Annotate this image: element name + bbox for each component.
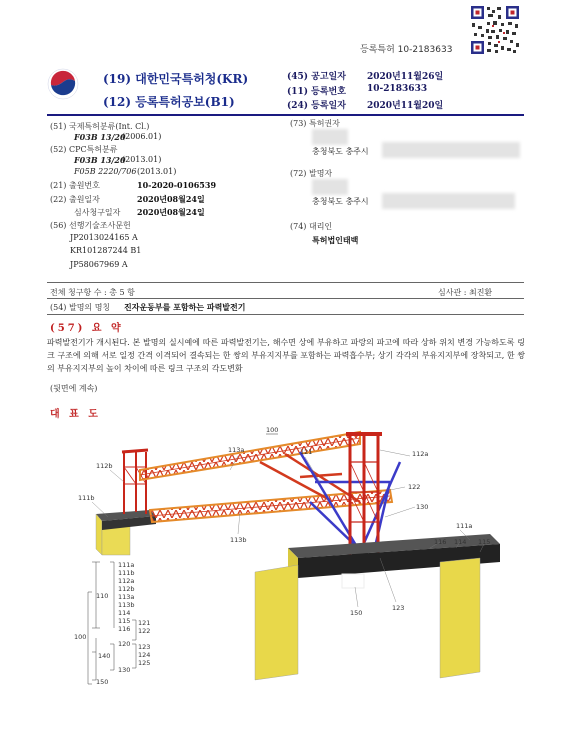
exam-request-label: 심사청구일자 bbox=[74, 208, 121, 217]
exam-request-date: 2020년08월24일 bbox=[137, 207, 205, 217]
tree-130: 130 bbox=[118, 666, 131, 674]
tree-110-item-9: 116 bbox=[118, 625, 131, 633]
cpc-date-2: (2013.01) bbox=[137, 167, 177, 176]
inventor-label: (72) 발명자 bbox=[290, 169, 333, 178]
reg-number-label: (11) 등록번호 bbox=[287, 87, 346, 97]
tree-150: 150 bbox=[96, 678, 109, 686]
prior-art-3: JP58067969 A bbox=[70, 260, 128, 269]
cpc-date-1: (2013.01) bbox=[122, 155, 162, 164]
label-150: 150 bbox=[350, 609, 363, 617]
tree-110-item-2: 111b bbox=[118, 569, 135, 577]
header-divider bbox=[47, 114, 524, 116]
label-112b: 112b bbox=[96, 462, 113, 470]
tree-120-item-5: 125 bbox=[138, 659, 151, 667]
label-122: 122 bbox=[408, 483, 421, 491]
tree-120-item-2: 122 bbox=[138, 627, 151, 635]
qr-code-icon bbox=[470, 5, 520, 55]
header-country: (19) 대한민국특허청(KR) bbox=[103, 72, 249, 86]
label-113b: 113b bbox=[230, 536, 247, 544]
inventor-name-redacted bbox=[312, 179, 348, 195]
pub-date: 2020년11월26일 bbox=[367, 72, 444, 82]
label-113a: 113a bbox=[228, 446, 245, 454]
tree-110-item-6: 113b bbox=[118, 601, 135, 609]
tree-120-item-4: 124 bbox=[138, 651, 151, 659]
floating-support-111b bbox=[96, 510, 156, 555]
tree-120-item-1: 121 bbox=[138, 619, 151, 627]
application-number-label: (21) 출원번호 bbox=[50, 181, 100, 190]
patentee-address-redacted bbox=[382, 142, 520, 158]
examiner: 심사관 : 최진환 bbox=[438, 288, 493, 297]
tower-112b bbox=[122, 450, 148, 514]
claims-divider bbox=[47, 282, 524, 283]
tree-110-item-3: 112a bbox=[118, 577, 135, 585]
link-truss-113b bbox=[150, 490, 392, 522]
invention-title: 진자운동부를 포함하는 파력발전기 bbox=[124, 302, 246, 312]
link-truss-113a bbox=[140, 432, 360, 480]
label-130: 130 bbox=[416, 503, 429, 511]
tree-110-item-5: 113a bbox=[118, 593, 135, 601]
ipc-label: (51) 국제특허분류(Int. Cl.) bbox=[50, 122, 150, 131]
prior-art-1: JP2013024165 A bbox=[70, 233, 138, 242]
tree-140: 140 bbox=[98, 652, 111, 660]
label-111b: 111b bbox=[78, 494, 95, 502]
label-121: 121 bbox=[300, 448, 313, 456]
agent-label: (74) 대리인 bbox=[290, 222, 333, 231]
kipo-logo-icon bbox=[47, 68, 79, 100]
continued-note: (뒷면에 계속) bbox=[50, 384, 98, 393]
cpc-label: (52) CPC특허분류 bbox=[50, 145, 118, 154]
application-number: 10-2020-0106539 bbox=[137, 180, 217, 190]
pub-date-label: (45) 공고일자 bbox=[287, 72, 346, 82]
inventor-address-redacted bbox=[382, 193, 515, 209]
representative-drawing bbox=[60, 422, 500, 722]
ipc-code: F03B 13/20 bbox=[74, 132, 126, 142]
header-publication-type: (12) 등록특허공보(B1) bbox=[103, 95, 235, 109]
application-date-label: (22) 출원일자 bbox=[50, 195, 100, 204]
inventor-address: 충청북도 충주시 bbox=[312, 197, 369, 206]
agent-name: 특허법인태백 bbox=[312, 235, 359, 245]
reg-date-label: (24) 등록일자 bbox=[287, 101, 346, 111]
tree-100: 100 bbox=[74, 633, 87, 641]
tree-110: 110 bbox=[96, 592, 109, 600]
title-divider bbox=[47, 298, 524, 299]
claims-count: 전체 청구항 수 : 총 5 항 bbox=[50, 288, 135, 297]
reference-tree bbox=[74, 561, 150, 686]
patentee-name-redacted bbox=[312, 129, 348, 145]
ipc-date: (2006.01) bbox=[122, 132, 162, 141]
patentee-address: 충청북도 충주시 bbox=[312, 147, 369, 156]
tree-110-item-1: 111a bbox=[118, 561, 135, 569]
label-115: 115 bbox=[478, 538, 491, 546]
cpc-code-2: F05B 2220/706 bbox=[74, 167, 137, 176]
tree-120-item-3: 123 bbox=[138, 643, 151, 651]
title-label: (54) 발명의 명칭 bbox=[50, 303, 111, 312]
abstract-text: 파력발전기가 개시된다. 본 발명의 실시예에 따른 파력발전기는, 해수면 상에 부유하고 파랑의 파고에 따라 상하 위치 변경 가능하도록 링크 구조에 의해 서로 일정 간격 이격되어 결속되는 한 쌍의 부유지지부를 포함하는 파력흡수부; 상기 각각의 부유지지부에 장착되고, 한 쌍의 부유지지부의 높이 차이에 따른 링크 구조의 각도변화 bbox=[47, 338, 525, 373]
registration-number: 등록특허 10-2183633 bbox=[360, 45, 453, 55]
abstract-heading: (57) 요 약 bbox=[50, 323, 124, 334]
tree-110-item-4: 112b bbox=[118, 585, 135, 593]
prior-art-2: KR101287244 B1 bbox=[70, 246, 142, 255]
label-116: 116 bbox=[434, 538, 447, 546]
floating-support-111a bbox=[255, 534, 500, 680]
reg-number: 10-2183633 bbox=[367, 84, 428, 94]
tree-110-item-7: 114 bbox=[118, 609, 131, 617]
application-date: 2020년08월24일 bbox=[137, 194, 205, 204]
label-111a: 111a bbox=[456, 522, 473, 530]
tree-110-item-8: 115 bbox=[118, 617, 131, 625]
prior-art-label: (56) 선행기술조사문헌 bbox=[50, 221, 131, 230]
abstract-divider bbox=[47, 314, 524, 315]
cpc-code-1: F03B 13/20 bbox=[74, 155, 126, 165]
label-114: 114 bbox=[454, 538, 467, 546]
figure-number: 100 bbox=[266, 426, 279, 434]
reg-date: 2020년11월20일 bbox=[367, 101, 444, 111]
label-123: 123 bbox=[392, 604, 405, 612]
representative-drawing-heading: 대 표 도 bbox=[50, 409, 101, 420]
label-112a: 112a bbox=[412, 450, 429, 458]
patentee-label: (73) 특허권자 bbox=[290, 119, 340, 128]
tree-120: 120 bbox=[118, 640, 131, 648]
